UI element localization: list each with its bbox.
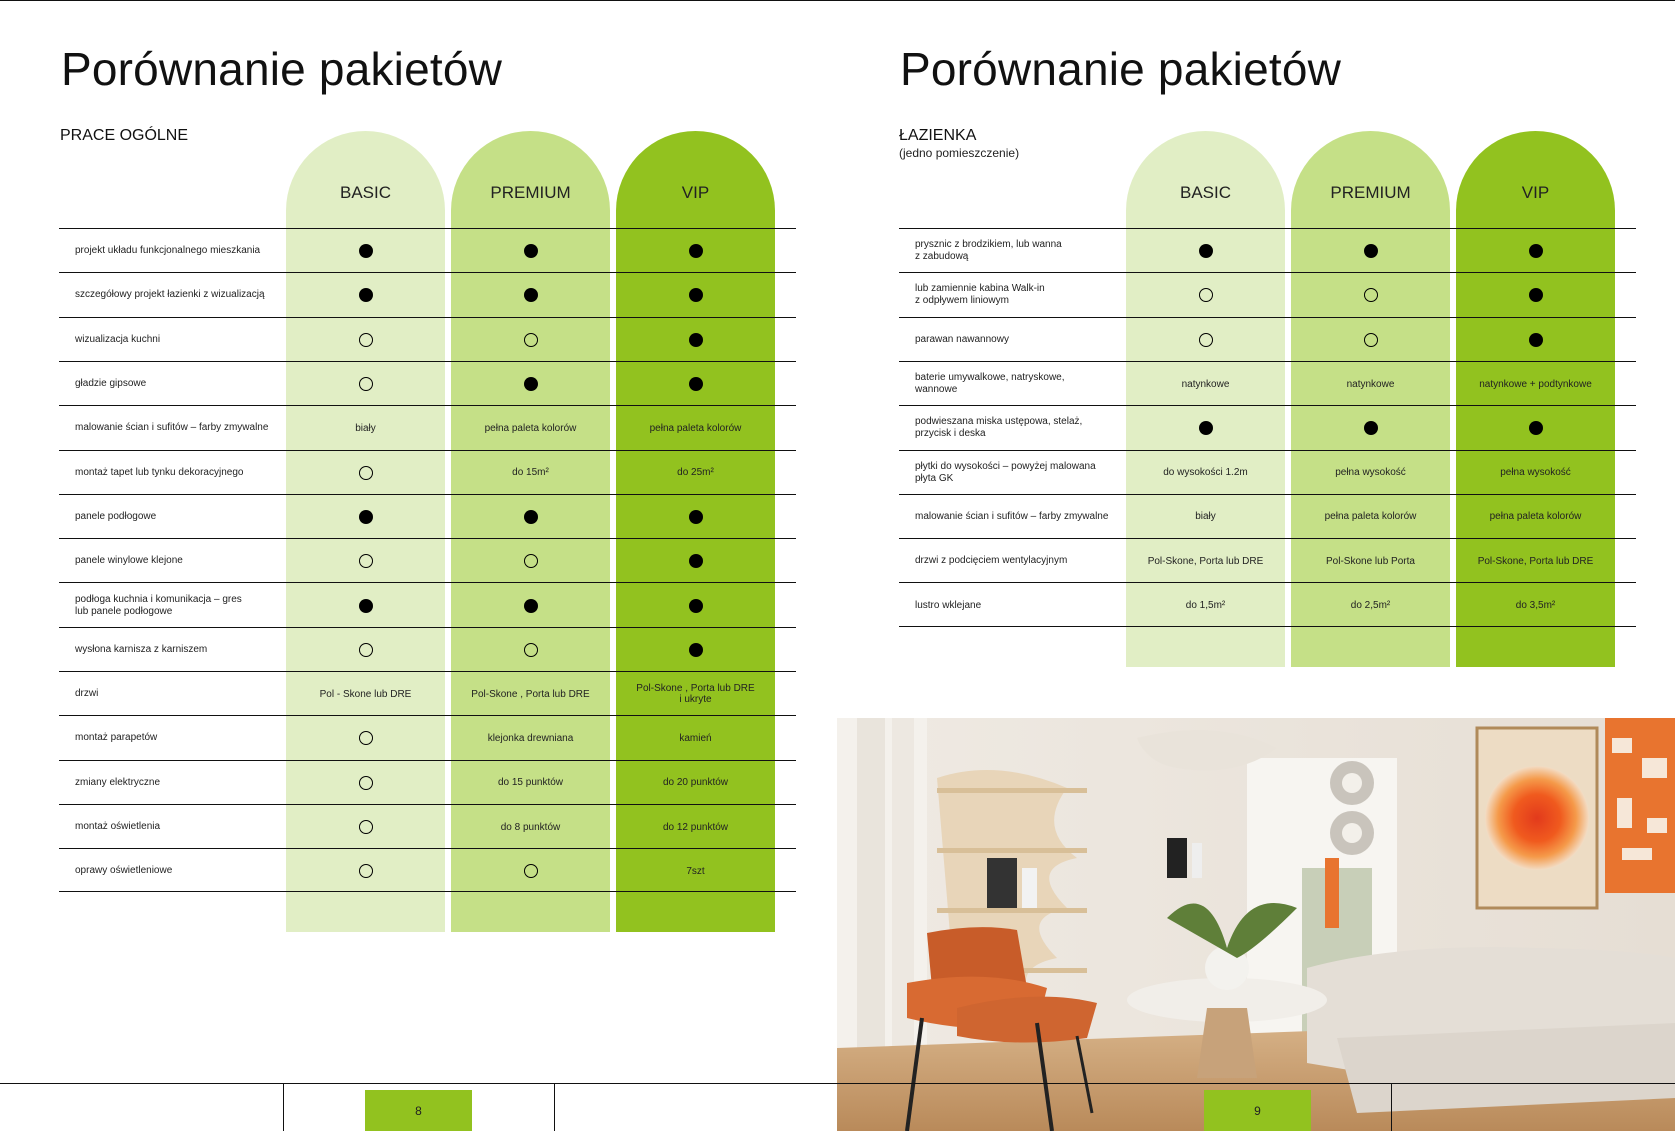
table-cell: natynkowe + podtynkowe xyxy=(1479,378,1592,390)
filled-circle-icon xyxy=(359,599,373,613)
column-header-premium-right: PREMIUM xyxy=(1330,183,1411,202)
table-cell xyxy=(286,716,445,760)
row-label: prysznic z brodzikiem, lub wanna z zabudową xyxy=(915,239,1062,263)
filled-circle-icon xyxy=(1529,421,1543,435)
table-cell xyxy=(451,273,610,317)
table-cell xyxy=(616,628,775,672)
row-label: wysłona karnisza z karniszem xyxy=(75,643,208,655)
table-cell xyxy=(616,362,775,406)
table-row xyxy=(59,715,796,759)
row-label: wizualizacja kuchni xyxy=(75,333,161,345)
filled-circle-icon xyxy=(359,244,373,258)
table-cell: natynkowe xyxy=(1346,378,1395,390)
empty-circle-icon xyxy=(524,333,538,347)
page-number-left: 8 xyxy=(365,1090,472,1131)
table-cell xyxy=(451,628,610,672)
table-cell: pełna paleta kolorów xyxy=(649,422,742,434)
filled-circle-icon xyxy=(524,244,538,258)
empty-circle-icon xyxy=(359,864,373,878)
table-cell xyxy=(616,583,775,627)
filled-circle-icon xyxy=(689,377,703,391)
filled-circle-icon xyxy=(689,599,703,613)
table-row xyxy=(59,361,796,405)
table-cell: do 15 punktów xyxy=(497,777,564,789)
filled-circle-icon xyxy=(359,510,373,524)
table-cell xyxy=(286,761,445,805)
table-cell xyxy=(451,583,610,627)
table-cell: biały xyxy=(355,422,376,434)
top-border xyxy=(0,0,1675,1)
row-label: zmiany elektryczne xyxy=(75,776,161,788)
table-row xyxy=(899,582,1636,626)
table-cell xyxy=(1456,318,1615,362)
table-cell: Pol-Skone, Porta lub DRE xyxy=(1147,555,1264,567)
table-cell xyxy=(286,229,445,273)
filled-circle-icon xyxy=(1364,421,1378,435)
table-cell: do 1,5m² xyxy=(1185,600,1226,612)
empty-circle-icon xyxy=(524,554,538,568)
table-row xyxy=(59,272,796,316)
footer-line xyxy=(0,1083,1675,1084)
filled-circle-icon xyxy=(689,643,703,657)
table-row xyxy=(59,760,796,804)
empty-circle-icon xyxy=(359,554,373,568)
empty-circle-icon xyxy=(1364,288,1378,302)
table-cell xyxy=(1456,229,1615,273)
table-cell xyxy=(286,583,445,627)
table-cell xyxy=(451,495,610,539)
table-cell xyxy=(1126,318,1285,362)
section-subtitle-right: (jedno pomieszczenie) xyxy=(899,146,1020,160)
table-cell: Pol-Skone , Porta lub DRE xyxy=(471,688,590,700)
empty-circle-icon xyxy=(359,466,373,480)
table-row xyxy=(59,317,796,361)
filled-circle-icon xyxy=(1364,244,1378,258)
table-cell xyxy=(451,229,610,273)
filled-circle-icon xyxy=(524,288,538,302)
table-row xyxy=(59,538,796,582)
table-cell xyxy=(286,273,445,317)
section-title-left: PRACE OGÓLNE xyxy=(60,127,189,144)
filled-circle-icon xyxy=(524,377,538,391)
table-cell xyxy=(286,495,445,539)
row-label: panele winylowe klejone xyxy=(75,555,183,567)
empty-circle-icon xyxy=(524,864,538,878)
filled-circle-icon xyxy=(689,288,703,302)
table-cell: pełna paleta kolorów xyxy=(484,422,577,434)
row-label: panele podłogowe xyxy=(75,510,157,522)
table-cell: pełna wysokość xyxy=(1335,467,1406,479)
table-row xyxy=(59,848,796,892)
row-label: malowanie ścian i sufitów – farby zmywalne xyxy=(915,510,1109,522)
table-cell xyxy=(286,362,445,406)
filled-circle-icon xyxy=(524,599,538,613)
table-row xyxy=(899,228,1636,272)
table-row xyxy=(59,671,796,715)
table-cell xyxy=(451,539,610,583)
table-cell xyxy=(616,273,775,317)
table-cell: do 15m² xyxy=(512,467,549,479)
row-label: oprawy oświetleniowe xyxy=(75,865,173,877)
empty-circle-icon xyxy=(359,643,373,657)
table-cell xyxy=(286,451,445,495)
table-cell xyxy=(286,539,445,583)
table-cell xyxy=(451,318,610,362)
column-header-basic-left: BASIC xyxy=(339,183,392,202)
filled-circle-icon xyxy=(1529,288,1543,302)
table-cell: biały xyxy=(1195,511,1216,523)
table-row xyxy=(899,538,1636,582)
table-cell: do wysokości 1.2m xyxy=(1163,467,1248,479)
empty-circle-icon xyxy=(359,820,373,834)
filled-circle-icon xyxy=(359,288,373,302)
filled-circle-icon xyxy=(1529,333,1543,347)
table-cell: do 2,5m² xyxy=(1350,600,1391,612)
empty-circle-icon xyxy=(1199,333,1213,347)
footer-divider xyxy=(1391,1083,1392,1131)
table-cell xyxy=(451,849,610,893)
column-header-basic-right: BASIC xyxy=(1179,183,1232,202)
table-row xyxy=(899,494,1636,538)
table-row xyxy=(899,450,1636,494)
table-cell: pełna wysokość xyxy=(1500,467,1571,479)
table-cell xyxy=(1291,229,1450,273)
filled-circle-icon xyxy=(1199,244,1213,258)
filled-circle-icon xyxy=(689,244,703,258)
row-label: montaż tapet lub tynku dekoracyjnego xyxy=(75,466,244,478)
table-cell: Pol - Skone lub DRE xyxy=(319,688,412,700)
table-row xyxy=(899,272,1636,316)
empty-circle-icon xyxy=(359,776,373,790)
row-label: płytki do wysokości – powyżej malowana płyta GK xyxy=(915,460,1096,484)
table-cell: pełna paleta kolorów xyxy=(1489,511,1582,523)
table-cell xyxy=(616,495,775,539)
table-cell xyxy=(286,849,445,893)
filled-circle-icon xyxy=(1529,244,1543,258)
section-title-right: ŁAZIENKA xyxy=(899,127,977,144)
row-label: gładzie gipsowe xyxy=(75,378,147,390)
filled-circle-icon xyxy=(689,333,703,347)
page-number-right: 9 xyxy=(1204,1090,1311,1131)
table-cell: Pol-Skone , Porta lub DRE i ukryte xyxy=(636,683,755,706)
table-row xyxy=(899,361,1636,405)
row-label: szczegółowy projekt łazienki z wizualizacją xyxy=(75,289,265,301)
table-cell xyxy=(286,628,445,672)
row-label: parawan nawannowy xyxy=(915,333,1009,345)
table-cell xyxy=(616,229,775,273)
living-room-photo xyxy=(837,718,1675,1131)
table-cell xyxy=(616,318,775,362)
table-cell: klejonka drewniana xyxy=(487,732,574,744)
filled-circle-icon xyxy=(1199,421,1213,435)
table-cell: do 12 punktów xyxy=(662,821,729,833)
row-label: lustro wklejane xyxy=(915,599,982,611)
table-cell: pełna paleta kolorów xyxy=(1324,511,1417,523)
table-cell xyxy=(1126,406,1285,450)
table-cell: do 25m² xyxy=(677,467,714,479)
empty-circle-icon xyxy=(359,377,373,391)
column-header-vip-right: VIP xyxy=(1521,183,1550,202)
table-cell xyxy=(1291,273,1450,317)
row-label: drzwi z podcięciem wentylacyjnym xyxy=(915,555,1068,567)
row-label: montaż oświetlenia xyxy=(75,821,161,833)
table-row xyxy=(59,494,796,538)
empty-circle-icon xyxy=(1199,288,1213,302)
table-cell xyxy=(616,539,775,583)
empty-circle-icon xyxy=(359,731,373,745)
row-label: podłoga kuchnia i komunikacja – gres lub panele podłogowe xyxy=(75,593,242,617)
table-cell xyxy=(286,805,445,849)
table-cell: do 3,5m² xyxy=(1515,600,1556,612)
table-cell: do 8 punktów xyxy=(500,821,561,833)
table-cell: Pol-Skone lub Porta xyxy=(1326,555,1415,567)
empty-circle-icon xyxy=(524,643,538,657)
table-cell xyxy=(1126,273,1285,317)
page-title-left: Porównanie pakietów xyxy=(61,43,503,95)
table-cell: 7szt xyxy=(686,865,705,877)
table-row xyxy=(59,450,796,494)
filled-circle-icon xyxy=(689,554,703,568)
table-cell xyxy=(1291,318,1450,362)
table-cell xyxy=(286,318,445,362)
table-row xyxy=(899,317,1636,361)
row-label: montaż parapetów xyxy=(75,732,158,744)
table-row xyxy=(59,582,796,626)
page-title-right: Porównanie pakietów xyxy=(900,43,1342,95)
footer-divider xyxy=(554,1083,555,1131)
table-cell: do 20 punktów xyxy=(662,777,729,789)
row-label: baterie umywalkowe, natryskowe, wannowe xyxy=(915,372,1065,396)
column-header-premium-left: PREMIUM xyxy=(490,183,571,202)
table-cell xyxy=(451,362,610,406)
table-cell: kamień xyxy=(679,732,712,744)
table-cell: Pol-Skone, Porta lub DRE xyxy=(1477,555,1594,567)
row-label: lub zamiennie kabina Walk-in z odpływem liniowym xyxy=(915,283,1045,307)
table-cell xyxy=(1126,229,1285,273)
filled-circle-icon xyxy=(689,510,703,524)
footer-divider xyxy=(283,1083,284,1131)
filled-circle-icon xyxy=(524,510,538,524)
row-label: podwieszana miska ustępowa, stelaż, przycisk i deska xyxy=(915,416,1083,440)
table-row xyxy=(59,228,796,272)
table-cell: natynkowe xyxy=(1181,378,1230,390)
column-header-vip-left: VIP xyxy=(681,183,710,202)
table-cell xyxy=(1291,406,1450,450)
table-row xyxy=(59,627,796,671)
table-row xyxy=(899,405,1636,449)
empty-circle-icon xyxy=(1364,333,1378,347)
row-label: projekt układu funkcjonalnego mieszkania xyxy=(75,245,261,257)
table-row xyxy=(59,405,796,449)
empty-circle-icon xyxy=(359,333,373,347)
row-label: malowanie ścian i sufitów – farby zmywalne xyxy=(75,422,269,434)
table-cell xyxy=(1456,273,1615,317)
table-row xyxy=(59,804,796,848)
table-cell xyxy=(1456,406,1615,450)
row-label: drzwi xyxy=(75,688,99,700)
